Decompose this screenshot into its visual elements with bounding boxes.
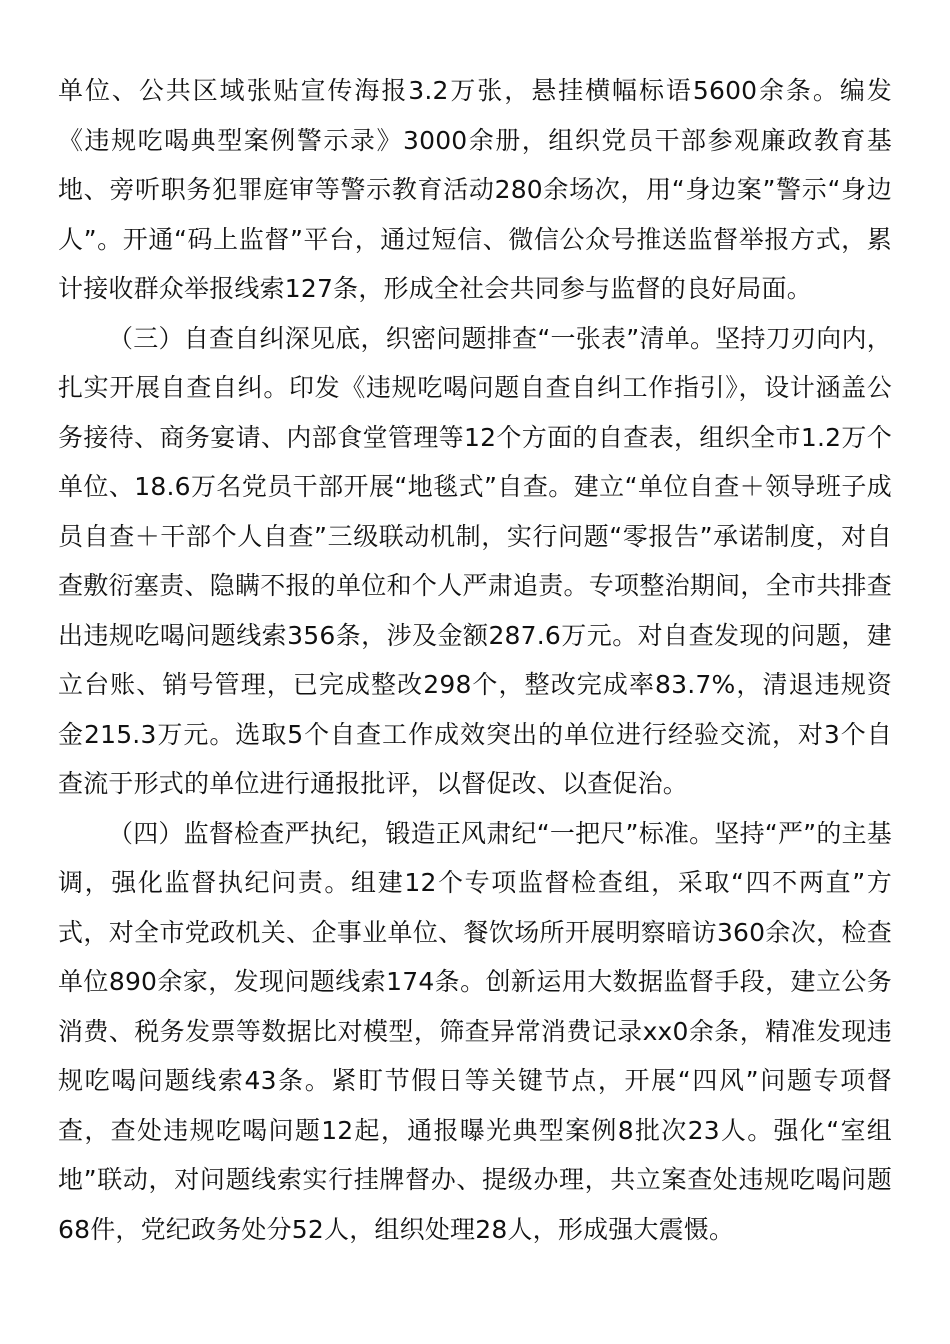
paragraph-section-3: （三）自查自纠深见底，织密问题排查“一张表”清单。坚持刀刃向内，扎实开展自查自纠。印发《违规吃喝问题自查自纠工作指引》，设计涵盖公务接待、商务宴请、内部食堂管理等12个方面的自查表，组织全市1.2万个单位、18.6万名党员干部开展“地毯式”自查。建立“单位自查＋领导班子成员自查＋干部个人自查”三级联动机制，实行问题“零报告”承诺制度，对自查敷衍塞责、隐瞒不报的单位和个人严肃追责。专项整治期间，全市共排查出违规吃喝问题线索356条，涉及金额287.6万元。对自查发现的问题，建立台账、销号管理，已完成整改298个，整改完成率83.7%，清退违规资金215.3万元。选取5个自查工作成效突出的单位进行经验交流，对3个自查流于形式的单位进行通报批评，以督促改、以查促治。 xyxy=(58,323,892,798)
paragraph-section-4: （四）监督检查严执纪，锻造正风肃纪“一把尺”标准。坚持“严”的主基调，强化监督执纪问责。组建12个专项监督检查组，采取“四不两直”方式，对全市党政机关、企事业单位、餐饮场所开展明察暗访360余次，检查单位890余家，发现问题线索174条。创新运用大数据监督手段，建立公务消费、税务发票等数据比对模型，筛查异常消费记录xx0余条，精准发现违规吃喝问题线索43条。紧盯节假日等关键节点，开展“四风”问题专项督查，查处违规吃喝问题12起，通报曝光典型案例8批次23人。强化“室组地”联动，对问题线索实行挂牌督办、提级办理，共立案查处违规吃喝问题68件，党纪政务处分52人，组织处理28人，形成强大震慑。 xyxy=(58,818,892,1244)
document-body xyxy=(58,66,892,1254)
paragraph-continuation: 单位、公共区域张贴宣传海报3.2万张，悬挂横幅标语5600余条。编发《违规吃喝典型案例警示录》3000余册，组织党员干部参观廉政教育基地、旁听职务犯罪庭审等警示教育活动280余场次，用“身边案”警示“身边人”。开通“码上监督”平台，通过短信、微信公众号推送监督举报方式，累计接收群众举报线索127条，形成全社会共同参与监督的良好局面。 xyxy=(58,76,892,303)
